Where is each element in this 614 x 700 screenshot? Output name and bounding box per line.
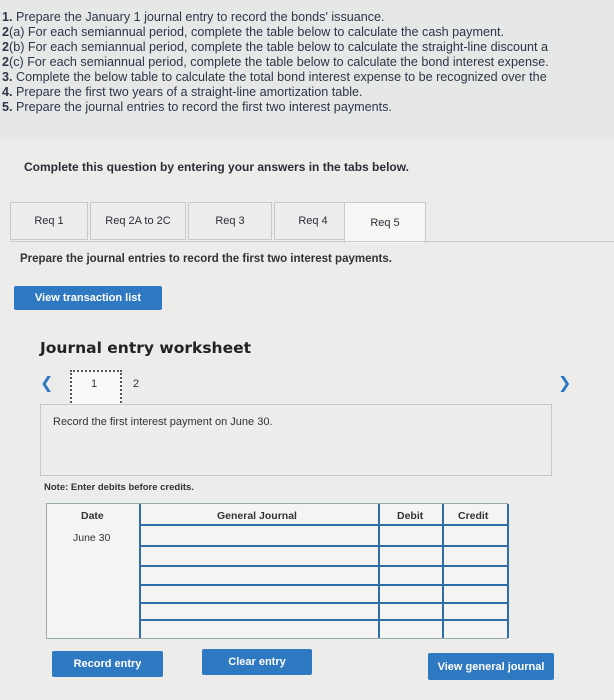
credit-input[interactable]	[445, 567, 506, 583]
record-entry-button[interactable]: Record entry	[52, 651, 163, 677]
credit-input[interactable]	[445, 604, 506, 618]
debit-input[interactable]	[381, 586, 441, 601]
worksheet-title: Journal entry worksheet	[40, 339, 252, 357]
debit-input[interactable]	[381, 621, 441, 638]
date-cell: June 30	[73, 532, 111, 544]
tab-req-3[interactable]: Req 3	[188, 202, 272, 240]
tab-req-5[interactable]: Req 5	[344, 202, 426, 243]
credit-input[interactable]	[445, 621, 506, 638]
credit-input[interactable]	[445, 526, 506, 544]
account-input[interactable]	[142, 526, 377, 544]
debit-input[interactable]	[381, 547, 441, 564]
requirement-text: Prepare the journal entries to record the first two interest payments.	[20, 253, 392, 265]
record-instruction-text: Record the first interest payment on June 30.	[53, 416, 273, 428]
question-prompt: Complete this question by entering your answers in the tabs below.	[24, 160, 409, 174]
instruction-item: 2(b) For each semiannual period, complete the table below to calculate the straight-line discount a	[2, 40, 549, 54]
clear-entry-button[interactable]: Clear entry	[202, 649, 312, 675]
tab-divider	[10, 241, 614, 242]
chevron-right-icon[interactable]: ❯	[558, 373, 572, 392]
account-input[interactable]	[142, 621, 377, 638]
view-general-journal-button[interactable]: View general journal	[428, 653, 554, 680]
instruction-item: 5. Prepare the journal entries to record the first two interest payments.	[2, 100, 392, 114]
debit-header: Debit	[397, 510, 424, 522]
tab-req-1[interactable]: Req 1	[10, 202, 88, 240]
instruction-item: 2(a) For each semiannual period, complete the table below to calculate the cash payment.	[2, 25, 504, 39]
entry-note: Note: Enter debits before credits.	[44, 482, 194, 493]
view-transaction-list-button[interactable]: View transaction list	[14, 286, 162, 310]
debit-input[interactable]	[381, 567, 441, 583]
account-input[interactable]	[142, 567, 377, 583]
account-input[interactable]	[142, 547, 377, 564]
instruction-item: 4. Prepare the first two years of a straight-line amortization table.	[2, 85, 363, 99]
debit-input[interactable]	[381, 526, 441, 544]
column-divider	[507, 504, 509, 638]
tab-req-2a-to-2c[interactable]: Req 2A to 2C	[90, 202, 186, 240]
instruction-item: 2(c) For each semiannual period, complete the table below to calculate the bond interest expense.	[2, 55, 549, 69]
page-1-link[interactable]: 1	[91, 378, 98, 390]
date-header: Date	[81, 510, 104, 522]
chevron-left-icon[interactable]: ❮	[40, 373, 54, 392]
credit-header: Credit	[458, 510, 489, 522]
record-instruction-box	[40, 404, 552, 476]
instruction-item: 1. Prepare the January 1 journal entry to record the bonds' issuance.	[2, 10, 385, 24]
general-journal-header: General Journal	[217, 510, 297, 522]
debit-input[interactable]	[381, 604, 441, 618]
credit-input[interactable]	[445, 586, 506, 601]
journal-table	[46, 503, 508, 639]
tab-req-4[interactable]: Req 4	[274, 202, 352, 240]
credit-input[interactable]	[445, 547, 506, 564]
account-input[interactable]	[142, 586, 377, 601]
instructions-list	[2, 10, 614, 115]
instruction-item: 3. Complete the below table to calculate the total bond interest expense to be recognized over the	[2, 70, 547, 84]
account-input[interactable]	[142, 604, 377, 618]
page-2-link[interactable]: 2	[133, 378, 140, 390]
